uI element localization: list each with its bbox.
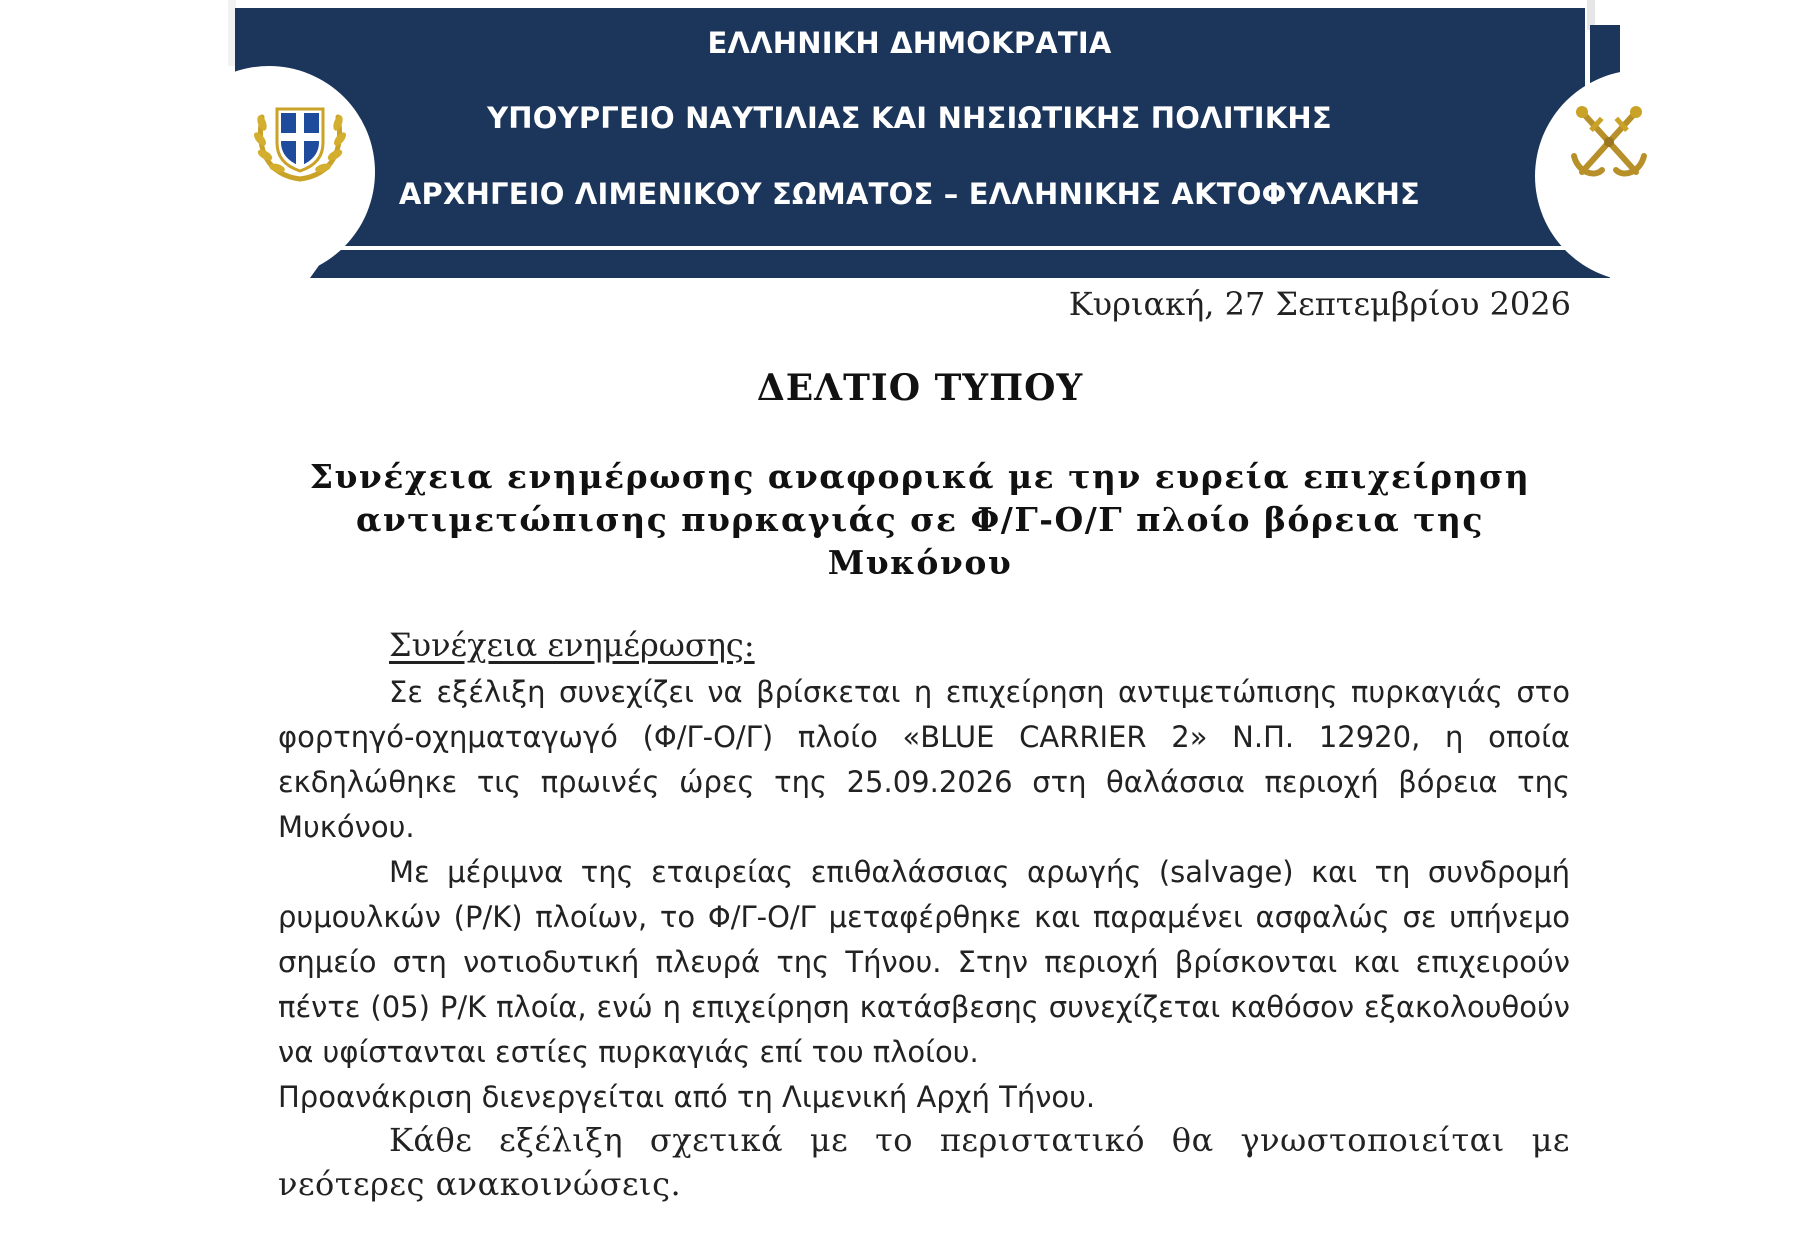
- header-agency: ΑΡΧΗΓΕΙΟ ΛΙΜΕΝΙΚΟΥ ΣΩΜΑΤΟΣ – ΕΛΛΗΝΙΚΗΣ ΑΚΤΟΦΥΛΑΚΗΣ: [398, 177, 1421, 211]
- header-country: ΕΛΛΗΝΙΚΗ ΔΗΜΟΚΡΑΤΙΑ: [707, 26, 1112, 60]
- header-banner: [0, 0, 1819, 290]
- page-title: ΔΕΛΤΙΟ ΤΥΠΟΥ: [756, 367, 1084, 409]
- header-ministry: ΥΠΟΥΡΓΕΙΟ ΝΑΥΤΙΛΙΑΣ ΚΑΙ ΝΗΣΙΩΤΙΚΗΣ ΠΟΛΙΤΙΚΗΣ: [487, 101, 1332, 135]
- closing-paragraph: Κάθε εξέλιξη σχετικά με το περιστατικό θα γνωστοποιείται με νεότερες ανακοινώσεις.: [278, 1121, 1570, 1203]
- release-date: Κυριακή, 27 Σεπτεμβρίου 2026: [1068, 285, 1571, 323]
- section-heading: Συνέχεια ενημέρωσης:: [389, 626, 755, 664]
- greek-coat-of-arms-icon: [250, 95, 350, 185]
- body-paragraph-1: Σε εξέλιξη συνεχίζει να βρίσκεται η επιχείρηση αντιμετώπισης πυρκαγιάς στο φορτηγό-οχηματαγωγό (Φ/Γ-Ο/Γ) πλοίο «BLUE CARRIER 2» Ν.Π. 12920, η οποία εκδηλώθηκε τις πρωινές ώρες της 25.09.2026 στη θαλάσσια περιοχή βόρεια της Μυκόνου.: [278, 675, 1570, 844]
- press-release-subtitle: Συνέχεια ενημέρωσης αναφορικά με την ευρεία επιχείρηση αντιμετώπισης πυρκαγιάς σε Φ/Γ-Ο/Γ πλοίο βόρεια της Μυκόνου: [309, 457, 1531, 582]
- body-paragraph-3: Προανάκριση διενεργείται από τη Λιμενική Αρχή Τήνου.: [278, 1080, 1096, 1114]
- banner-strip: [300, 250, 1610, 278]
- body-paragraph-2: Με μέριμνα της εταιρείας επιθαλάσσιας αρωγής (salvage) και τη συνδρομή ρυμουλκών (Ρ/Κ) πλοίων, το Φ/Γ-Ο/Γ μεταφέρθηκε και παραμένει ασφαλώς σε υπήνεμο σημείο στη νοτιοδυτική πλευρά της Τήνου. Στην περιοχή βρίσκονται και επιχειρούν πέντε (05) Ρ/Κ πλοία, ενώ η επιχείρηση κατάσβεσης συνεχίζεται καθόσον εξακολουθούν να υφίστανται εστίες πυρκαγιάς επί του πλοίου.: [278, 855, 1570, 1069]
- coast-guard-anchors-icon: [1568, 100, 1650, 182]
